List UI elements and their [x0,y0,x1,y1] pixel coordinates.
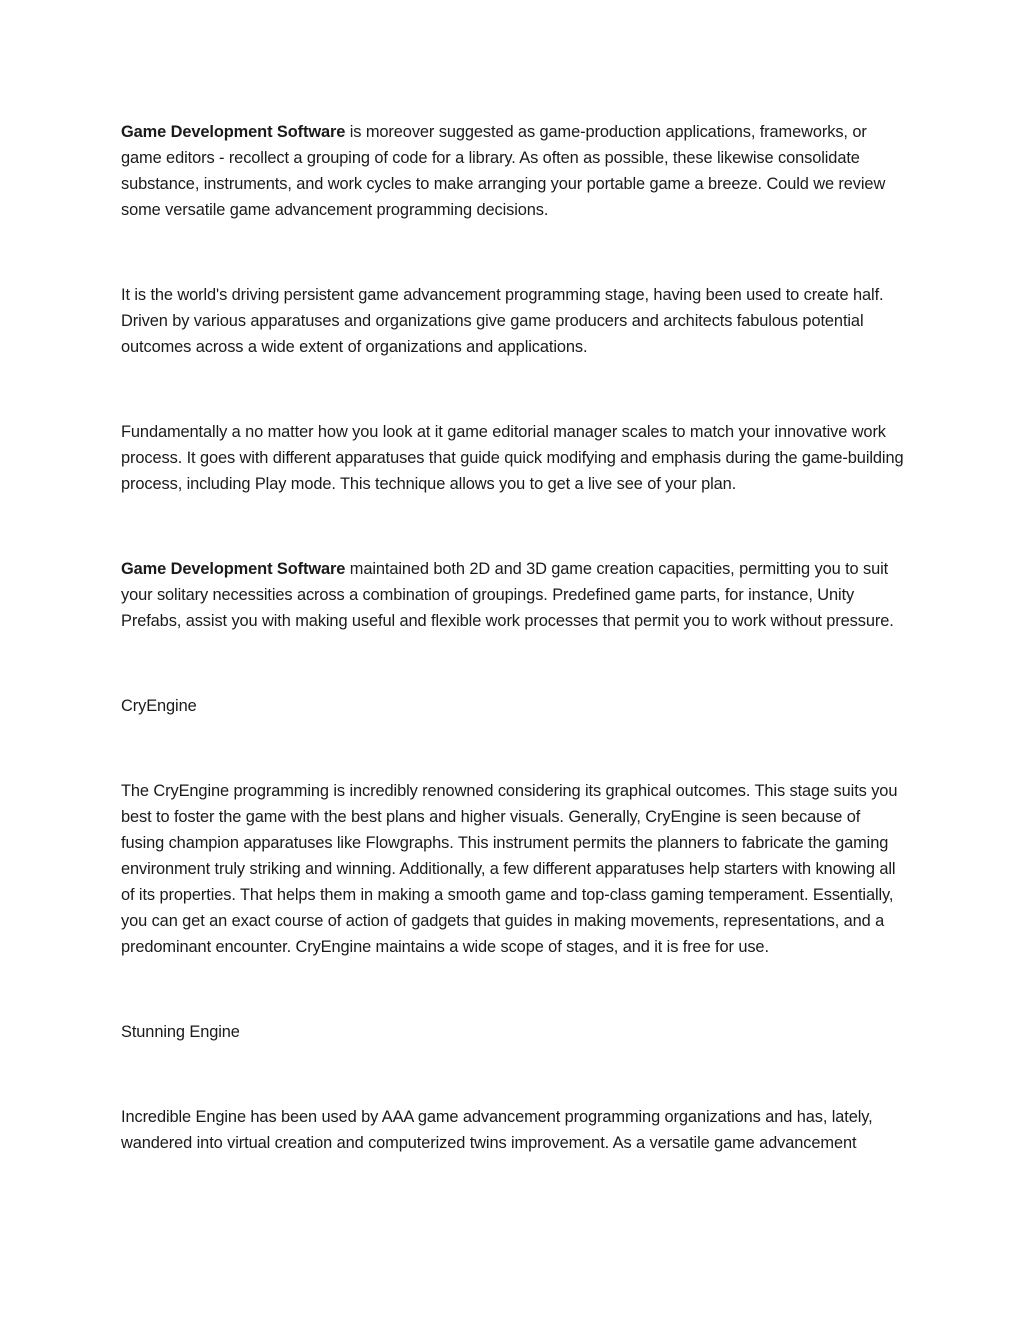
heading-stunning-engine [121,1019,906,1045]
heading-text: Stunning Engine [121,1023,240,1041]
heading-text: CryEngine [121,697,197,715]
bold-lead-term: Game Development Software [121,560,346,578]
document-page [121,119,906,1156]
heading-cryengine [121,693,906,719]
paragraph-editor [121,419,906,497]
paragraph-text: is moreover suggested as game-production applications, frameworks, or game editors - recollect a grouping of code for a library. As often as possible, these likewise consolidate substance, instruments, and work cycles to make arranging your portable game a breeze. Could we review some versatile game advancement programming decisions. [121,123,886,219]
paragraph-text: It is the world's driving persistent game advancement programming stage, having been used to create half. Driven by various apparatuses and organizations give game producers and architects fabulous potential outcomes across a wide extent of organizations and applications. [121,286,884,356]
paragraph-text: maintained both 2D and 3D game creation capacities, permitting you to suit your solitary necessities across a combination of groupings. Predefined game parts, for instance, Unity Prefabs, assist you with making useful and flexible work processes that permit you to work without pressure. [121,560,894,630]
paragraph-intro [121,119,906,223]
paragraph-text: Fundamentally a no matter how you look at it game editorial manager scales to match your innovative work process. It goes with different apparatuses that guide quick modifying and emphasis during the game-building process, including Play mode. This technique allows you to get a live see of your plan. [121,423,904,493]
paragraph-text: Incredible Engine has been used by AAA game advancement programming organizations and has, lately, wandered into virtual creation and computerized twins improvement. As a versatile game advancement [121,1108,873,1152]
bold-lead-term: Game Development Software [121,123,346,141]
paragraph-cryengine [121,778,906,960]
paragraph-text: The CryEngine programming is incredibly renowned considering its graphical outcomes. This stage suits you best to foster the game with the best plans and higher visuals. Generally, CryEngine is seen because of fusing champion apparatuses like Flowgraphs. This instrument permits the planners to fabricate the gaming environment truly striking and winning. Additionally, a few different apparatuses help starters with knowing all of its properties. That helps them in making a smooth game and top-class gaming temperament. Essentially, you can get an exact course of action of gadgets that guides in making movements, representations, and a predominant encounter. CryEngine maintains a wide scope of stages, and it is free for use. [121,782,898,956]
paragraph-capacities [121,556,906,634]
paragraph-platform [121,282,906,360]
paragraph-incredible-engine [121,1104,906,1156]
